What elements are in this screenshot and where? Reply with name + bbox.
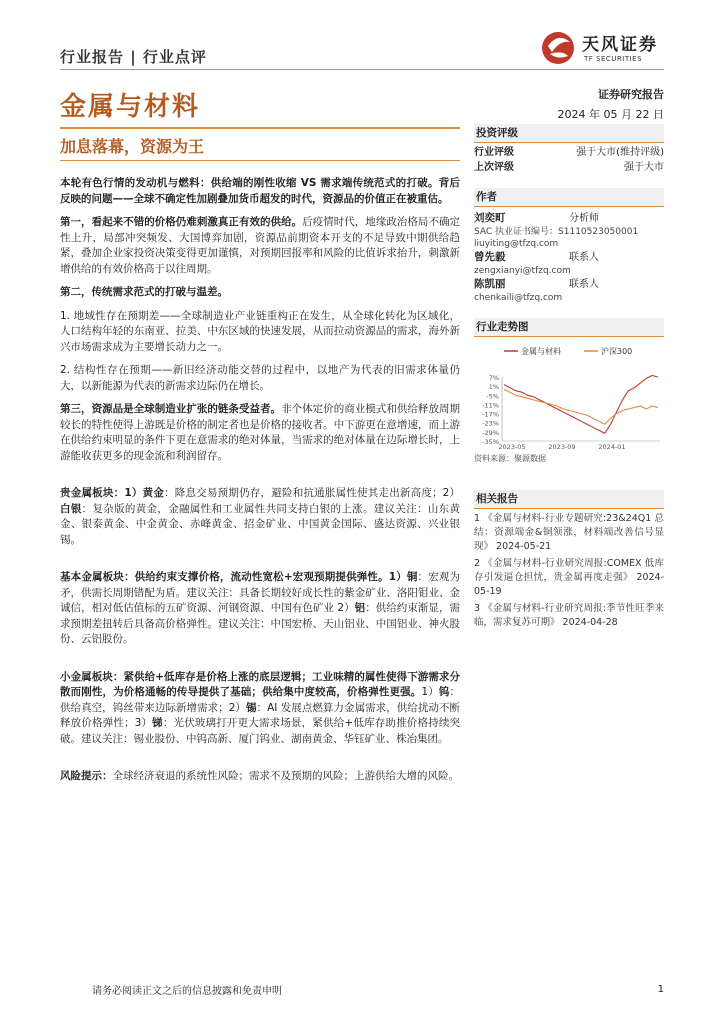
author-2: 曾先毅 联系人 zengxianyi@tfzq.com (474, 251, 599, 276)
rating-section (474, 124, 664, 175)
authors-header: 作者 (474, 188, 664, 207)
report-subtitle: 加息落幕，资源为王 (60, 137, 205, 156)
point-2-heading: 第二，传统需求范式的打破与温差。 (60, 286, 228, 298)
chart-source: 资料来源：聚源数据 (474, 454, 546, 463)
point-2-item-2: 2. 结构性存在预期——新旧经济动能交替的过程中，以地产为代表的旧需求体量仍大，以新能源为代表的新需求边际仍在增长。 (60, 364, 460, 392)
report-date: 2024 年 05 月 22 日 (557, 108, 664, 121)
logo-text: 天风证券 (582, 35, 658, 55)
minor-metals-paragraph: 小金属板块：紧供给+低库存是价格上涨的底层逻辑；工业味精的属性使得下游需求分散而刚性，为价格通畅的传导提供了基础；供给集中度较高，价格弹性更强。1）钨：供给真空，钨丝带来边际新增需求；2）锡：AI 发展点燃算力金属需求，供给扰动不断释放价格弹性；3）锑：光伏玻璃打开更大需求场景，紧供给+低库存助推价格持续突破。建议关注：锡业股份、中钨高新、厦门钨业、湖南黄金、华钰矿业、株冶集团。 (60, 670, 461, 745)
base-metals-paragraph: 基本金属板块：供给约束支撑价格，流动性宽松+宏观预期提供弹性。1）铜：宏观为矛，供需长周期错配为盾。建议关注：具备长期较好成长性的紫金矿业、洛阳钼业、金诚信，相对低估值标的五矿资源、河钢资源、中国有色矿业 2）铝：供给约束渐显，需求预期差扭转后具备高价格弹性。建议关注：中国宏桥、天山铝业、中国铝业、神火股份、云铝股份。 (60, 571, 461, 645)
page-title: 金属与材料 (60, 92, 201, 122)
y-tick-label: -35% (482, 438, 499, 446)
related-section (474, 490, 664, 633)
legend-label: 金属与材料 (521, 347, 561, 356)
y-tick-label: -17% (482, 410, 499, 419)
y-tick-label: -5% (486, 392, 499, 401)
y-tick-label: -11% (482, 401, 499, 410)
y-tick-label: 7% (488, 374, 499, 382)
intro-paragraph: 本轮有色行情的发动机与燃料：供给端的刚性收缩 VS 需求端传统范式的打破。背后反映的问题——全球不确定性加剧叠加货币超发的时代，资源品的价值正在被重估。 (60, 177, 460, 205)
industry-rating-row: 行业评级 强于大市(维持评级) (474, 147, 664, 158)
risk-paragraph: 风险提示：全球经济衰退的系统性风险；需求不及预期的风险；上游供给大增的风险。 (60, 770, 459, 782)
footer-disclaimer: 请务必阅读正文之后的信息披露和免责申明 (92, 986, 282, 997)
authors-section (474, 188, 664, 304)
point-3-paragraph: 第三，资源品是全球制造业扩张的链条受益者。非个体定价的商业模式和供给释放周期较长的特性使得上游既是价格的制定者也是价格的接收者。中下游更在意增速，而上游在供给约束明显的条件下更在意需求的绝对体量，当需求的绝对体量在边际增长时，上游能收获更多的现金流和利润留存。 (60, 403, 461, 462)
trend-section (474, 318, 664, 464)
author-1: 刘奕町 分析师 SAC 执业证书编号：S1110523050001 liuyiting@tfzq.com (474, 212, 639, 249)
series-line (504, 376, 658, 434)
precious-metals-paragraph: 贵金属板块：1）黄金：降息交易预期仍存，避险和抗通胀属性使其走出新高度；2）白银：复杂版的黄金，金融属性和工业属性共同支持白银的上涨。建议关注：山东黄金、银泰黄金、中金黄金、赤峰黄金、招金矿业、中国黄金国际、盛达资源、兴业银锡。 (60, 487, 461, 546)
main-body (60, 176, 460, 793)
x-tick-label: 2023-09 (548, 443, 576, 451)
logo-text-en: TF SECURITIES (584, 55, 643, 63)
page-number: 1 (657, 984, 664, 995)
rating-header: 投资评级 (474, 124, 664, 143)
trend-header: 行业走势图 (474, 318, 664, 337)
related-report-2[interactable]: 2 《金属与材料-行业研究周报:COMEX 低库存引发逼仓担忧，贵金属再度走强》 2024-05-19 (474, 558, 664, 597)
x-tick-label: 2024-01 (598, 443, 626, 451)
title-divider (60, 127, 460, 129)
research-report-label: 证券研究报告 (598, 88, 664, 101)
legend-label: 沪深300 (601, 347, 633, 356)
subtitle-divider (60, 160, 460, 161)
related-report-1[interactable]: 1 《金属与材料-行业专题研究:23&24Q1 总结：资源端金&铜领涨，材料端改善信号显现》 2024-05-21 (474, 513, 664, 552)
related-report-3[interactable]: 3 《金属与材料-行业研究周报:季节性旺季来临，需求复苏可期》 2024-04-28 (474, 603, 664, 628)
y-tick-label: -23% (482, 419, 499, 428)
prev-rating-row: 上次评级 强于大市 (474, 162, 664, 173)
trend-chart (474, 341, 664, 451)
report-type: 行业报告 | 行业点评 (60, 48, 207, 66)
author-3: 陈凯丽 联系人 chenkaili@tfzq.com (474, 278, 599, 303)
point-1-paragraph: 第一，看起来不错的价格仍难刺激真正有效的供给。后疫情时代，地缘政治格局不确定性上升，局部冲突频发、大国博弈加剧，资源品前期资本开支的不足导致中期供给趋紧，叠加企业家投资决策变得更加谨慎，对预期回报率和风险的比值诉求抬升，刺激新增供给的有效价格高于以往周期。 (60, 216, 461, 275)
y-tick-label: 1% (488, 383, 499, 392)
y-tick-label: -29% (482, 428, 499, 437)
point-2-item-1: 1. 地域性存在预期差——全球制造业产业链重构正在发生，从全球化转化为区域化，人口结构年轻的东南亚、拉美、中东区域的快速发展，从而拉动资源品的需求，海外新兴市场需求成为主要增长动力之一。 (60, 309, 460, 353)
x-tick-label: 2023-05 (498, 443, 526, 451)
related-header: 相关报告 (474, 490, 664, 509)
